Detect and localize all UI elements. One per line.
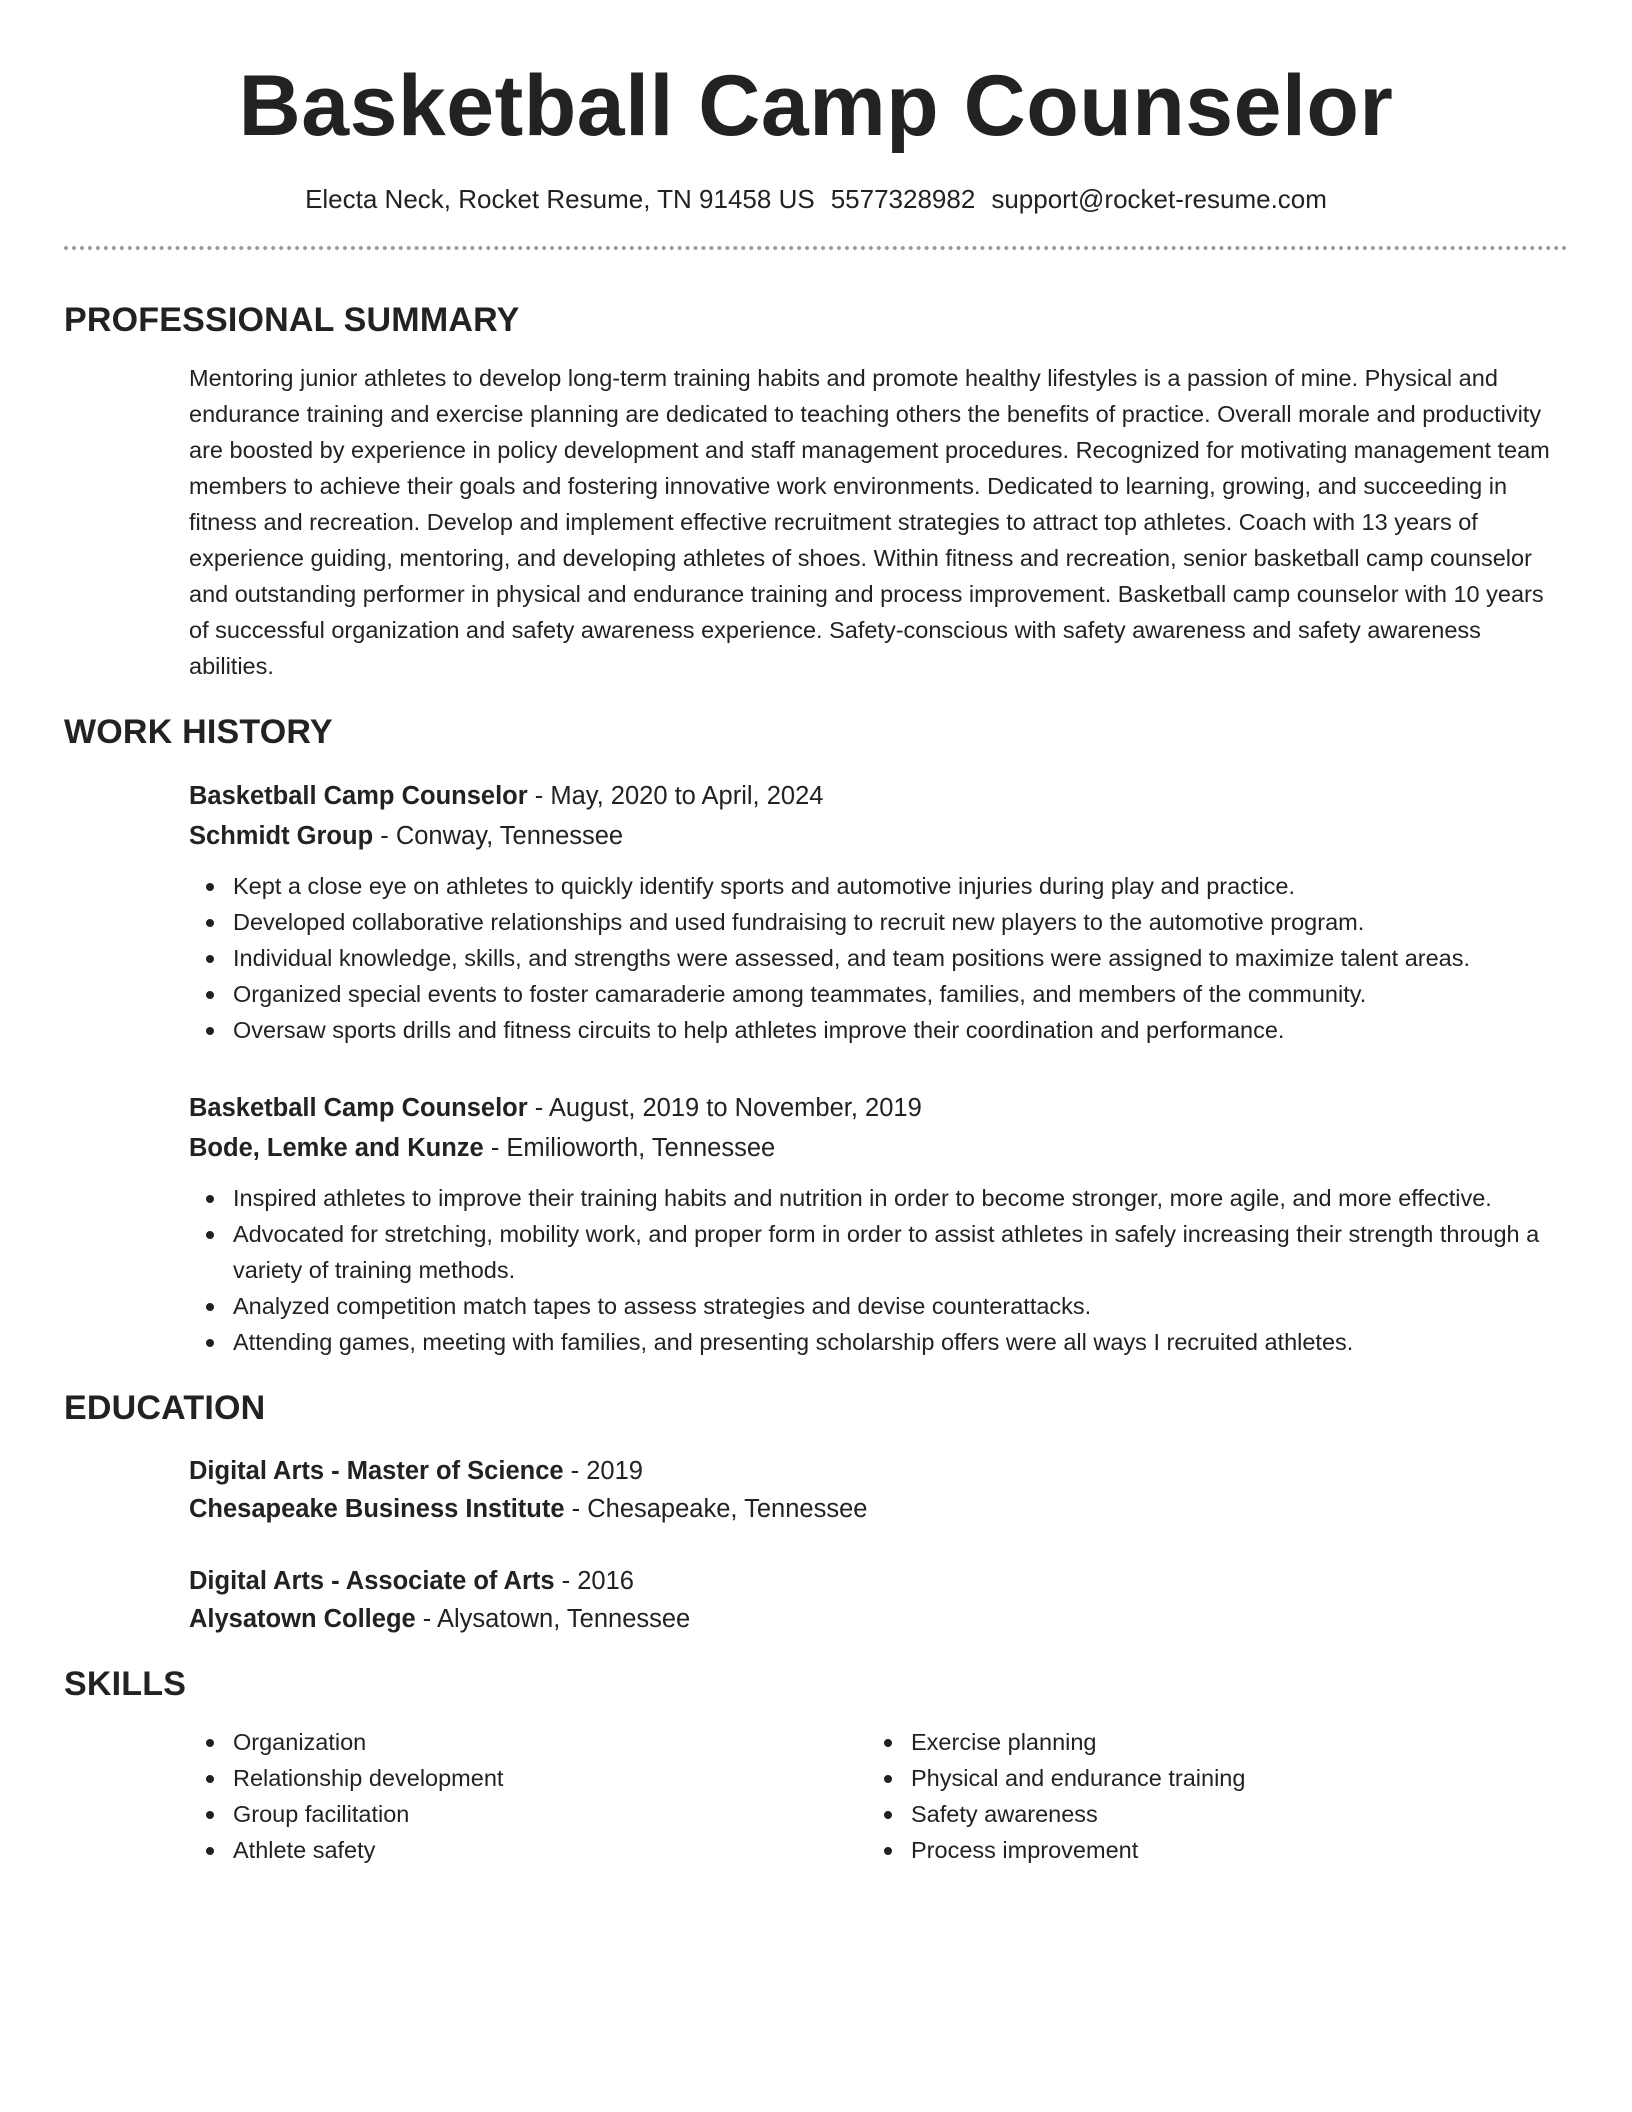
skill-item: Group facilitation [189, 1796, 867, 1832]
education-degree: Digital Arts - Associate of Arts [189, 1567, 555, 1595]
list-item: Analyzed competition match tapes to assess strategies and devise counterattacks. [189, 1288, 1568, 1324]
job-bullets [189, 1180, 1568, 1360]
job-location: - Conway, Tennessee [373, 822, 624, 850]
education-school-line [189, 1490, 1568, 1528]
job-role-line [189, 1088, 1568, 1128]
job-role: Basketball Camp Counselor [189, 782, 528, 810]
contact-phone: 5577328982 [830, 184, 976, 214]
contact-line [64, 182, 1568, 216]
education-year: - 2016 [554, 1567, 634, 1595]
list-item: Individual knowledge, skills, and strengths were assessed, and team positions were assigned to maximize talent areas. [189, 940, 1568, 976]
skill-item: Organization [189, 1724, 867, 1760]
education-degree-line [189, 1452, 1568, 1490]
job-role: Basketball Camp Counselor [189, 1094, 528, 1122]
section-title-skills: SKILLS [64, 1665, 187, 1703]
contact-address: Electa Neck, Rocket Resume, TN 91458 US [305, 184, 815, 214]
education-school: Alysatown College [189, 1605, 416, 1633]
education-year: - 2019 [563, 1457, 643, 1485]
job-entry [189, 776, 1568, 1048]
job-bullets [189, 868, 1568, 1048]
skill-item: Safety awareness [867, 1796, 1545, 1832]
skill-item: Athlete safety [189, 1832, 867, 1868]
section-title-summary: PROFESSIONAL SUMMARY [64, 301, 520, 339]
list-item: Kept a close eye on athletes to quickly identify sports and automotive injuries during play and practice. [189, 868, 1568, 904]
section-title-education: EDUCATION [64, 1389, 266, 1427]
list-item: Developed collaborative relationships and used fundraising to recruit new players to the automotive program. [189, 904, 1568, 940]
job-entry [189, 1088, 1568, 1360]
summary-text: Mentoring junior athletes to develop long-term training habits and promote healthy lifestyles is a passion of mine. Physical and endurance training and exercise planning are dedicated to teaching others the benefits of practice. Overall morale and productivity are boosted by experience in policy development and staff management procedures. Recognized for motivating management team members to achieve their goals and fostering innovative work environments. Dedicated to learning, growing, and succeeding in fitness and recreation. Develop and implement effective recruitment strategies to attract top athletes. Coach with 13 years of experience guiding, mentoring, and developing athletes of shoes. Within fitness and recreation, senior basketball camp counselor and outstanding performer in physical and endurance training and process improvement. Basketball camp counselor with 10 years of successful organization and safety awareness experience. Safety-conscious with safety awareness and safety awareness abilities. [189, 365, 1550, 679]
job-company: Schmidt Group [189, 822, 374, 850]
job-role-line [189, 776, 1568, 816]
job-company: Bode, Lemke and Kunze [189, 1134, 484, 1162]
job-company-line [189, 1128, 1568, 1168]
skill-item: Relationship development [189, 1760, 867, 1796]
education-entry [189, 1452, 1568, 1528]
contact-email: support@rocket-resume.com [991, 184, 1327, 214]
education-degree: Digital Arts - Master of Science [189, 1457, 564, 1485]
education-degree-line [189, 1562, 1568, 1600]
skill-item: Physical and endurance training [867, 1760, 1545, 1796]
list-item: Organized special events to foster camaraderie among teammates, families, and members of the community. [189, 976, 1568, 1012]
skills-list [867, 1724, 1545, 1868]
header-divider [64, 246, 1568, 250]
list-item: Oversaw sports drills and fitness circuits to help athletes improve their coordination and performance. [189, 1012, 1568, 1048]
skill-item: Process improvement [867, 1832, 1545, 1868]
list-item: Inspired athletes to improve their training habits and nutrition in order to become stronger, more agile, and more effective. [189, 1180, 1568, 1216]
job-dates: - August, 2019 to November, 2019 [527, 1094, 922, 1122]
education-entry [189, 1562, 1568, 1638]
job-company-line [189, 816, 1568, 856]
resume-title: Basketball Camp Counselor [238, 58, 1394, 154]
skills-grid [189, 1724, 1568, 1868]
education-location: - Alysatown, Tennessee [415, 1605, 691, 1633]
education-location: - Chesapeake, Tennessee [564, 1495, 868, 1523]
education-school: Chesapeake Business Institute [189, 1495, 565, 1523]
education-school-line [189, 1600, 1568, 1638]
skills-list [189, 1724, 867, 1868]
list-item: Attending games, meeting with families, and presenting scholarship offers were all ways I recruited athletes. [189, 1324, 1568, 1360]
job-dates: - May, 2020 to April, 2024 [527, 782, 824, 810]
job-location: - Emilioworth, Tennessee [483, 1134, 776, 1162]
section-title-work-history: WORK HISTORY [64, 713, 333, 751]
skills-column-right [867, 1724, 1545, 1868]
list-item: Advocated for stretching, mobility work, and proper form in order to assist athletes in safely increasing their strength through a variety of training methods. [189, 1216, 1568, 1288]
skills-column-left [189, 1724, 867, 1868]
skill-item: Exercise planning [867, 1724, 1545, 1760]
